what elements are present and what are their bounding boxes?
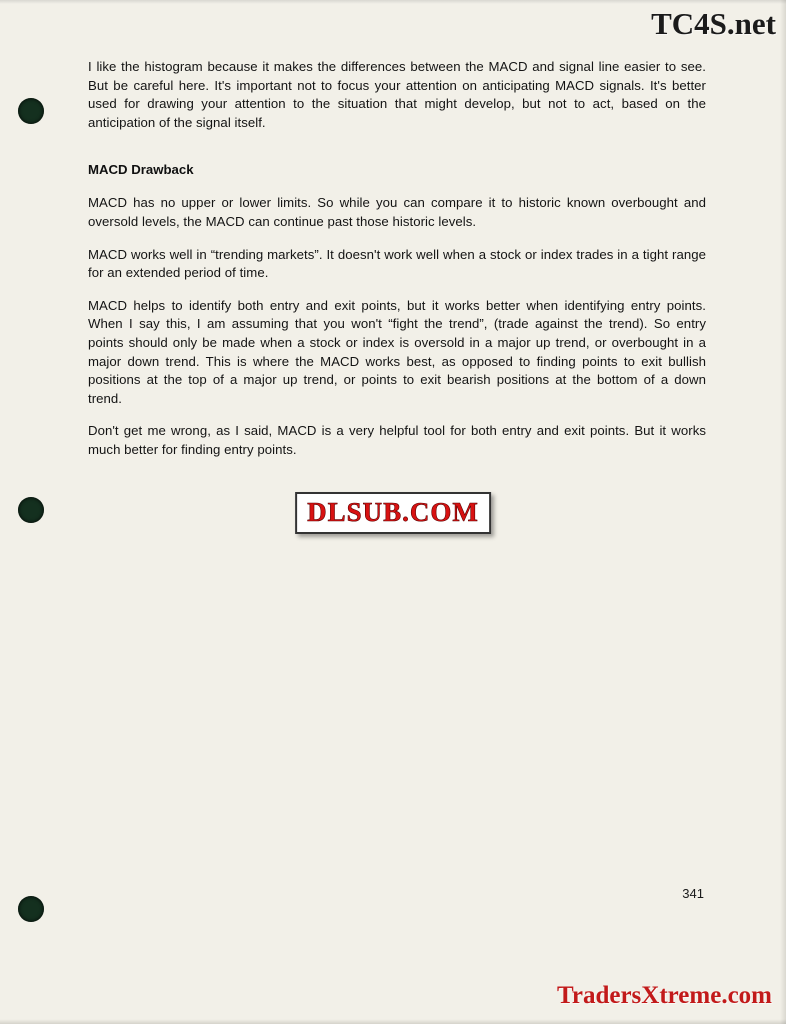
binder-hole-top bbox=[18, 98, 44, 124]
body-paragraph-3: MACD helps to identify both entry and exit points, but it works better when identifying entry points. When I say this, I am assuming that you won't “fight the trend”, (trade against the trend). So entry points should only be made when a stock or index is oversold in a major up trend, or overbought in a major down trend. This is where the MACD works best, as opposed to finding points to exit bullish positions at the top of a major up trend, or points to exit bearish positions at the bottom of a down trend. bbox=[88, 297, 706, 406]
page-body bbox=[88, 58, 706, 474]
page-top-shadow bbox=[0, 0, 786, 4]
binder-hole-bottom bbox=[18, 896, 44, 922]
section-heading: MACD Drawback bbox=[88, 162, 194, 178]
top-watermark: TC4S.net bbox=[651, 6, 776, 41]
body-paragraph-1: MACD has no upper or lower limits. So while you can compare it to historic known overbought and oversold levels, the MACD can continue past those historic levels. bbox=[88, 195, 706, 229]
intro-paragraph: I like the histogram because it makes the differences between the MACD and signal line easier to see. But be careful here. It's important not to focus your attention on anticipating MACD signals. It's better used for drawing your attention to the situation that might develop, but not to act, based on the anticipation of the signal itself. bbox=[88, 59, 706, 130]
center-stamp-watermark bbox=[295, 492, 491, 534]
body-paragraph-2: MACD works well in “trending markets”. It doesn't work well when a stock or index trades in a tight range for an extended period of time. bbox=[88, 246, 706, 281]
page-right-shadow bbox=[780, 0, 786, 1024]
page-bottom-shadow bbox=[0, 1019, 786, 1024]
binder-hole-middle bbox=[18, 497, 44, 523]
body-paragraph-4: Don't get me wrong, as I said, MACD is a very helpful tool for both entry and exit points. But it works much better for finding entry points. bbox=[88, 423, 706, 457]
center-stamp-text: DLSUB.COM bbox=[307, 497, 479, 527]
bottom-watermark: TradersXtreme.com bbox=[557, 982, 772, 1009]
page-number: 341 bbox=[682, 886, 704, 901]
